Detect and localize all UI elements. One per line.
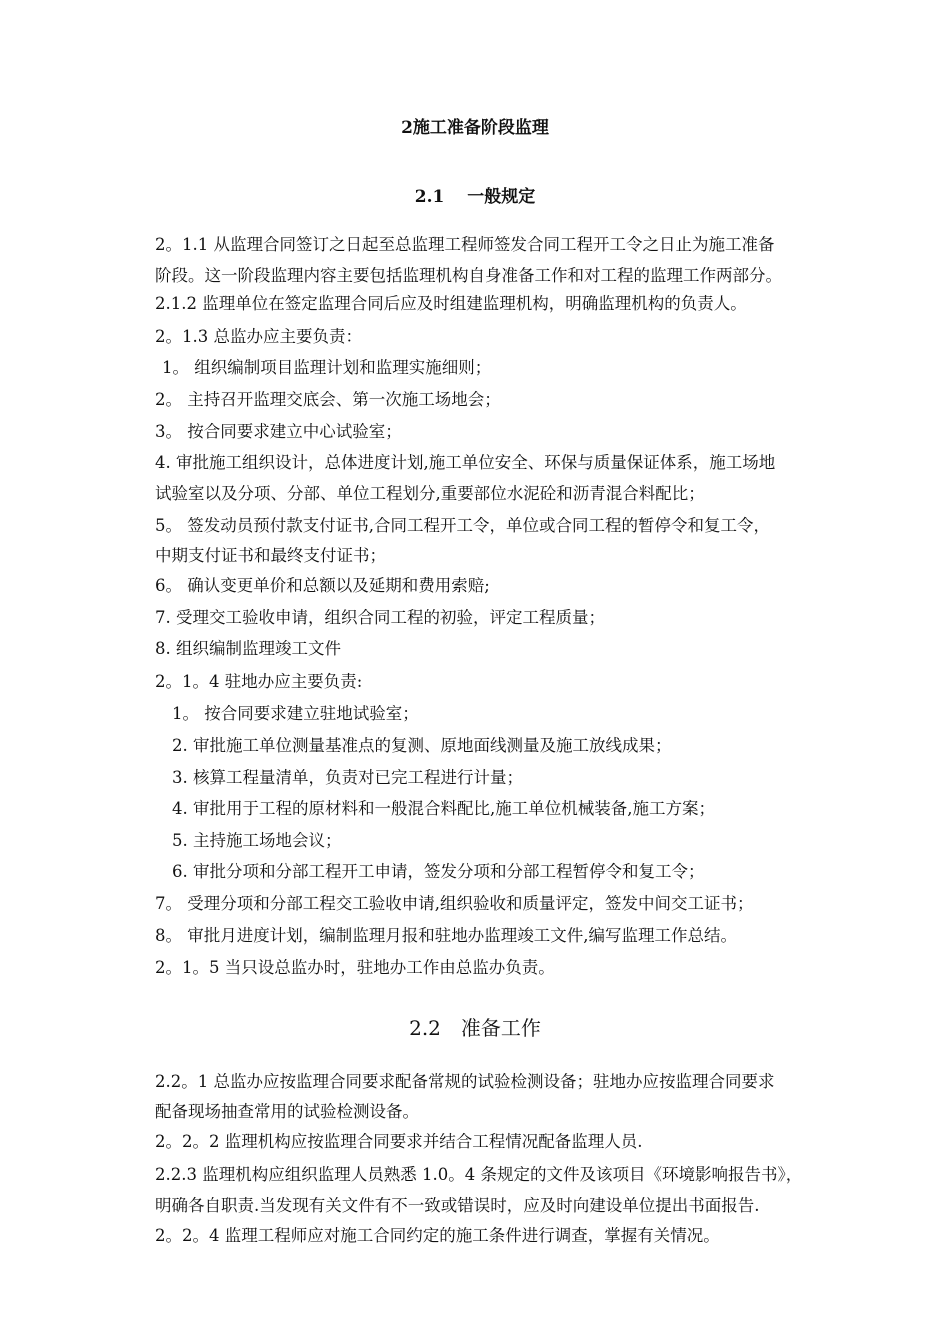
paragraph-line: 2。1。5 当只设总监办时，驻地办工作由总监办负责。 (155, 958, 555, 977)
paragraph-line: 2。1.1 从监理合同签订之日起至总监理工程师签发合同工程开工令之日止为施工准备 (155, 235, 775, 254)
list-item: 5。 签发动员预付款支付证书,合同工程开工令，单位或合同工程的暂停令和复工令， (155, 516, 770, 535)
list-item: 8. 组织编制监理竣工文件 (155, 639, 341, 658)
paragraph-line: 2.2。1 总监办应按监理合同要求配备常规的试验检测设备；驻地办应按监理合同要求 (155, 1072, 775, 1091)
section-heading-2-2: 2.2 准备工作 (409, 1016, 541, 1040)
list-item: 2。 主持召开监理交底会、第一次施工场地会； (155, 390, 501, 409)
list-item: 2. 审批施工单位测量基准点的复测、原地面线测量及施工放线成果； (172, 736, 672, 755)
paragraph-line: 2.1.2 监理单位在签定监理合同后应及时组建监理机构，明确监理机构的负责人。 (155, 294, 747, 313)
section-heading-2-1: 2.1 一般规定 (414, 187, 536, 207)
paragraph-line: 中期支付证书和最终支付证书； (155, 546, 386, 565)
paragraph-line: 2。1.3 总监办应主要负责： (155, 327, 362, 346)
paragraph-line: 2。1。4 驻地办应主要负责: (155, 672, 363, 691)
paragraph-line: 配备现场抽查常用的试验检测设备。 (155, 1102, 419, 1121)
list-item: 6. 审批分项和分部工程开工申请，签发分项和分部工程暂停令和复工令； (172, 862, 705, 881)
paragraph-line: 2。2。2 监理机构应按监理合同要求并结合工程情况配备监理人员. (155, 1132, 643, 1151)
list-item: 7. 受理交工验收申请，组织合同工程的初验，评定工程质量； (155, 608, 605, 627)
paragraph-line: 阶段。这一阶段监理内容主要包括监理机构自身准备工作和对工程的监理工作两部分。 (155, 266, 782, 285)
paragraph-line: 2.2.3 监理机构应组织监理人员熟悉 1.0。4 条规定的文件及该项目《环境影响报告书》， (155, 1165, 803, 1184)
list-item: 3。 按合同要求建立中心试验室； (155, 422, 402, 441)
chapter-heading: 2施工准备阶段监理 (401, 118, 549, 138)
list-item: 1。 按合同要求建立驻地试验室； (172, 704, 419, 723)
paragraph-line: 明确各自职责.当发现有关文件有不一致或错误时，应及时向建设单位提出书面报告. (155, 1196, 760, 1215)
list-item: 4. 审批施工组织设计，总体进度计划,施工单位安全、环保与质量保证体系，施工场地 (155, 453, 776, 472)
list-item: 3. 核算工程量清单，负责对已完工程进行计量； (172, 768, 523, 787)
paragraph-line: 试验室以及分项、分部、单位工程划分,重要部位水泥砼和沥青混合料配比； (155, 484, 705, 503)
list-item: 7。 受理分项和分部工程交工验收申请,组织验收和质量评定，签发中间交工证书； (155, 894, 754, 913)
list-item: 1。 组织编制项目监理计划和监理实施细则； (162, 358, 492, 377)
paragraph-line: 2。2。4 监理工程师应对施工合同约定的施工条件进行调查，掌握有关情况。 (155, 1226, 720, 1245)
list-item: 6。 确认变更单价和总额以及延期和费用索赔; (155, 576, 490, 595)
list-item: 4. 审批用于工程的原材料和一般混合料配比,施工单位机械装备,施工方案； (172, 799, 715, 818)
list-item: 8。 审批月进度计划，编制监理月报和驻地办监理竣工文件,编写监理工作总结。 (155, 926, 737, 945)
list-item: 5. 主持施工场地会议； (172, 831, 342, 850)
